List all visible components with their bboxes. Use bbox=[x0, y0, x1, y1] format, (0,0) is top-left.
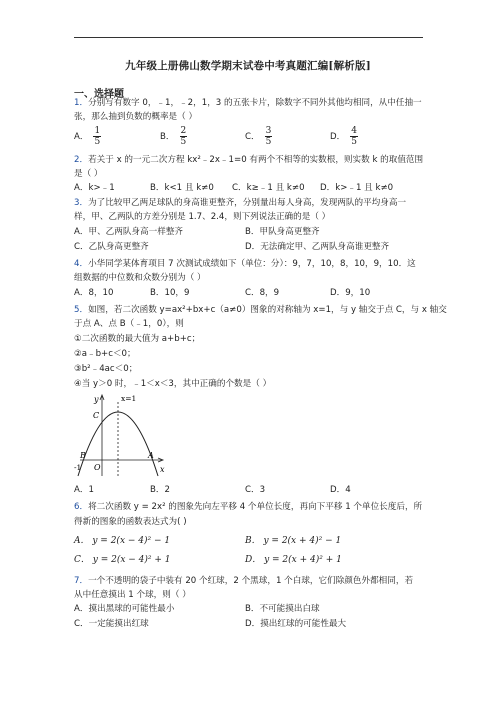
q5-statement-4: ④当 y＞0 时，﹣1＜x＜3，其中正确的个数是（ ） bbox=[74, 379, 272, 389]
q2-option-c: C．k≥﹣1 且 k≠0 bbox=[232, 183, 305, 193]
q7-option-a: A．摸出黑球的可能性最小 bbox=[74, 604, 175, 614]
q6-option-d: D． y = 2(x + 4)² + 1 bbox=[245, 555, 342, 565]
q4-option-c: C．8，9 bbox=[245, 288, 280, 298]
q3-line1: 3．为了比较甲乙两足球队的身高谁更整齐，分别量出每人身高，发现两队的平均身高一 bbox=[74, 198, 407, 208]
q3-number: 3． bbox=[74, 198, 89, 208]
q7-option-d: D．摸出红球的可能性最大 bbox=[245, 619, 347, 629]
q5-option-d: D．4 bbox=[330, 485, 351, 495]
q6-option-c: C． y = 2(x − 4)² + 1 bbox=[74, 555, 171, 565]
q5-option-c: C．3 bbox=[245, 485, 266, 495]
q6-line2: 得新的图象的函数表达式为( ) bbox=[74, 517, 187, 527]
q2-line1: 2．若关于 x 的一元二次方程 kx²﹣2x﹣1=0 有两个不相等的实数根，则实数 k 的取值范围 bbox=[74, 155, 424, 165]
q6-line1: 6．将二次函数 y = 2x² 的图象先向左平移 4 个单位长度，再向下平移 1 个单位长度后，所 bbox=[74, 502, 423, 512]
q4-option-b: B．10，9 bbox=[150, 288, 190, 298]
q2-option-d: D．k>﹣1 且 k≠0 bbox=[320, 183, 394, 193]
neg-one-label: -1 bbox=[74, 463, 82, 472]
q1-line1 bbox=[74, 98, 422, 109]
q5-line1: 5．如图，若二次函数 y=ax²+bx+c（a≠0）图象的对称轴为 x=1，与 y 轴交于点 C，与 x 轴交 bbox=[74, 305, 447, 315]
q7-line1: 7．一个不透明的袋子中装有 20 个红球，2 个黑球，1 个白球，它们除颜色外都相同，若 bbox=[74, 576, 414, 586]
q1-number: 1． bbox=[74, 98, 89, 108]
q3-option-b: B．甲队身高更整齐 bbox=[245, 227, 320, 237]
q1-option-c: C． $\frac{3}{5}$ bbox=[245, 126, 272, 147]
header-rule bbox=[74, 37, 423, 38]
q3-option-d: D．无法确定甲、乙两队身高谁更整齐 bbox=[245, 242, 390, 252]
q1-option-d: D． $\frac{4}{5}$ bbox=[330, 126, 357, 147]
q4-number: 4． bbox=[74, 259, 89, 269]
point-a-label: A bbox=[148, 451, 154, 460]
point-c-label: C bbox=[93, 411, 100, 420]
q5-option-a: A．1 bbox=[74, 485, 94, 495]
q1-option-b: B． $\frac{2}{5}$ bbox=[160, 126, 187, 147]
q1-option-a: A． $\frac{1}{5}$ bbox=[74, 126, 101, 147]
q2-option-a: A．k>﹣1 bbox=[74, 183, 115, 193]
q5-option-b: B．2 bbox=[150, 485, 170, 495]
x-axis-label: x bbox=[160, 465, 165, 474]
page-title: 九年级上册佛山数学期末试卷中考真题汇编[解析版] bbox=[125, 60, 371, 72]
q7-option-c: C．一定能摸出红球 bbox=[74, 619, 149, 629]
q3-option-a: A．甲、乙两队身高一样整齐 bbox=[74, 227, 184, 237]
q1-text1: 分别写有数字 0，﹣1，﹣2，1，3 的五张卡片，除数字不同外其他均相同，从中任抽一 bbox=[88, 98, 422, 108]
q4-option-a: A．8，10 bbox=[74, 288, 114, 298]
q7-line2: 从中任意摸出 1 个球，则（ ） bbox=[74, 590, 191, 600]
q5-statement-1: ①二次函数的最大值为 a+b+c； bbox=[74, 334, 201, 344]
q5-number: 5． bbox=[74, 305, 89, 315]
symmetry-axis-label: x=1 bbox=[121, 394, 137, 403]
q5-statement-2: ②a﹣b+c＜0； bbox=[74, 349, 136, 359]
q3-line2: 样，甲、乙两队的方差分别是 1.7、2.4，则下列说法正确的是（ ） bbox=[74, 212, 331, 222]
q4-line2: 组数据的中位数和众数分别为（ ） bbox=[74, 273, 206, 283]
q7-option-b: B．不可能摸出白球 bbox=[245, 604, 320, 614]
q4-option-d: D．9，10 bbox=[330, 288, 371, 298]
q6-option-b: B． y = 2(x + 4)² − 1 bbox=[245, 536, 342, 546]
q7-number: 7． bbox=[74, 576, 89, 586]
q1-line2: 张，那么抽到负数的概率是（ ） bbox=[74, 112, 198, 122]
q5-line2: 于点 A、点 B（﹣1，0），则 bbox=[74, 319, 184, 329]
q6-number: 6． bbox=[74, 502, 89, 512]
origin-label: O bbox=[94, 463, 101, 472]
parabola-graph bbox=[74, 392, 184, 478]
point-b-label: B bbox=[80, 451, 86, 460]
q2-number: 2． bbox=[74, 155, 89, 165]
q5-statement-3: ③b²﹣4ac＜0； bbox=[74, 364, 138, 374]
q2-line2: 是（ ） bbox=[74, 169, 103, 179]
y-axis-label: y bbox=[94, 395, 99, 404]
q2-option-b: B．k<1 且 k≠0 bbox=[150, 183, 214, 193]
q4-line1: 4．小华同学某体育项目 7 次测试成绩如下（单位：分）：9，7，10，8，10，9，10．这 bbox=[74, 259, 416, 269]
section-heading: 一、选择题 bbox=[74, 89, 124, 100]
q6-option-a: A． y = 2(x − 4)² − 1 bbox=[74, 536, 171, 546]
q3-option-c: C．乙队身高更整齐 bbox=[74, 242, 149, 252]
